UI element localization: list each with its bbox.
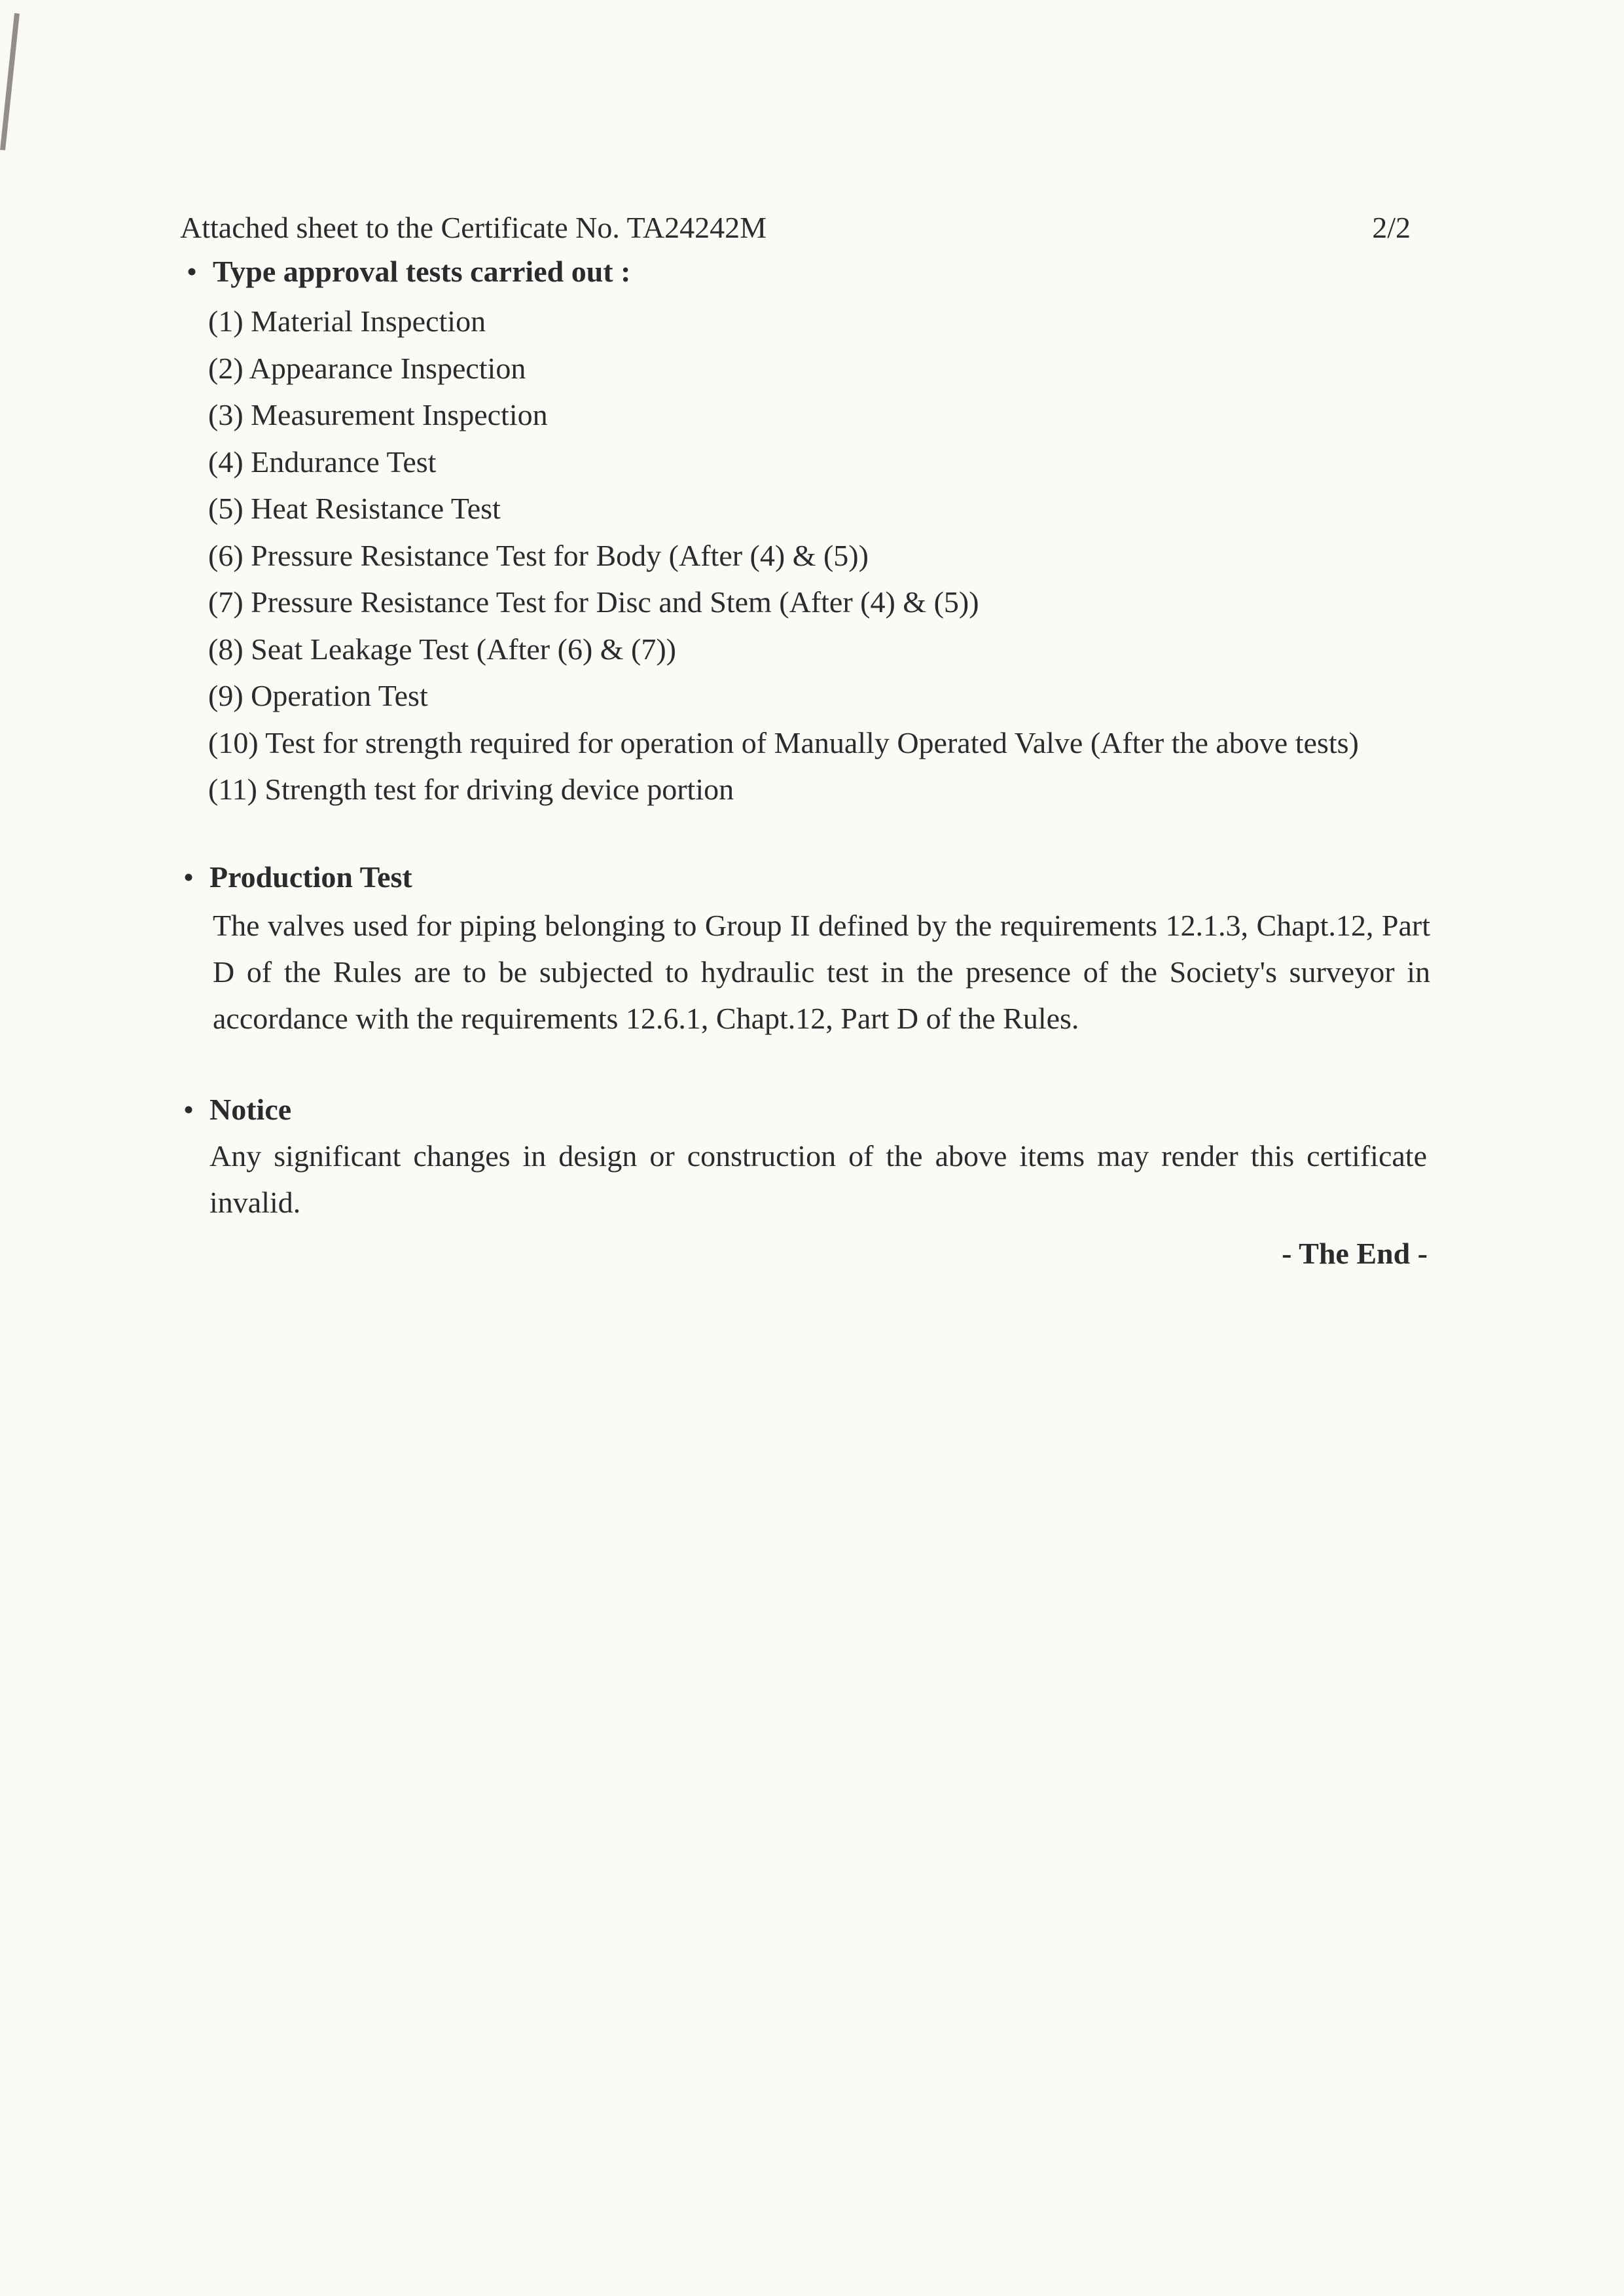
notice-paragraph: Any significant changes in design or construction of the above items may render this certificate invalid. (209, 1139, 1427, 1219)
notice-heading (183, 1090, 291, 1129)
production-test-paragraph: The valves used for piping belonging to Group II defined by the requirements 12.1.3, Chapt.12, Part D of the Rules are to be subjected to hydraulic test in the presence of the Society's surveyor in accordance with the requirements 12.6.1, Chapt.12, Part D of the Rules. (213, 909, 1430, 1035)
test-item: (10) Test for strength required for operation of Manually Operated Valve (After the above tests) (208, 725, 1359, 759)
test-item: (4) Endurance Test (208, 445, 437, 479)
type-approval-test-list (208, 298, 1359, 813)
test-item: (3) Measurement Inspection (208, 398, 548, 431)
scan-edge-mark (0, 13, 20, 151)
test-item: (8) Seat Leakage Test (After (6) & (7)) (208, 632, 676, 666)
document-header (180, 208, 1411, 247)
certificate-title: Attached sheet to the Certificate No. TA24242M (180, 211, 767, 244)
production-test-heading-text: Production Test (209, 860, 412, 894)
type-approval-heading-text: Type approval tests carried out : (213, 255, 631, 288)
test-item: (9) Operation Test (208, 679, 428, 712)
bullet-icon: • (187, 255, 198, 288)
test-item: (2) Appearance Inspection (208, 351, 526, 385)
notice-heading-text: Notice (209, 1093, 292, 1126)
test-item: (11) Strength test for driving device portion (208, 773, 734, 806)
page-number: 2/2 (1372, 211, 1411, 244)
test-item: (7) Pressure Resistance Test for Disc and Stem (After (4) & (5)) (208, 585, 979, 619)
test-item: (6) Pressure Resistance Test for Body (After (4) & (5)) (208, 538, 869, 572)
bullet-icon: • (183, 860, 194, 894)
test-item: (1) Material Inspection (208, 304, 486, 338)
test-item: (5) Heat Resistance Test (208, 492, 501, 525)
end-marker: - The End - (1282, 1237, 1428, 1270)
type-approval-heading (187, 252, 630, 291)
production-test-heading (183, 858, 412, 897)
bullet-icon: • (183, 1093, 194, 1126)
